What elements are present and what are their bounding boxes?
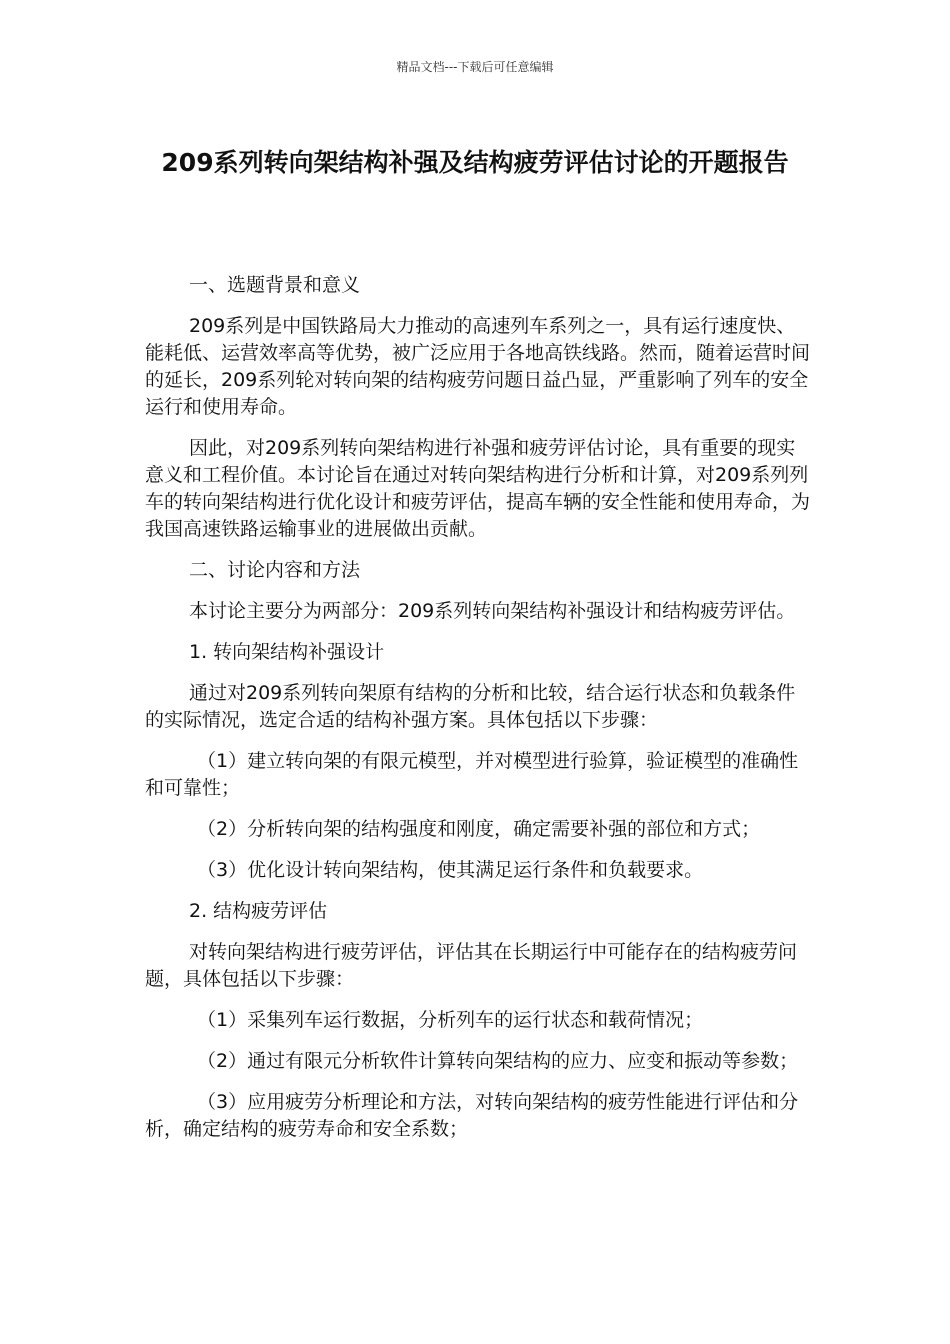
document-body [145,272,813,1157]
subsection-heading: 1. 转向架结构补强设计 [189,641,385,663]
page-header: 精品文档---下载后可任意编辑 [396,60,554,74]
paragraph: 通过对209系列转向架原有结构的分析和比较，结合运行状态和负载条件的实际情况，选定合适的结构补强方案。具体包括以下步骤： [145,682,796,731]
document-title: 209系列转向架结构补强及结构疲劳评估讨论的开题报告 [161,148,789,177]
section-heading: 二、讨论内容和方法 [189,559,361,581]
step-item: （3）优化设计转向架结构，使其满足运行条件和负载要求。 [197,859,704,881]
step-item: （1）采集列车运行数据，分析列车的运行状态和载荷情况； [197,1009,704,1031]
subsection-heading: 2. 结构疲劳评估 [189,900,328,922]
section-heading: 一、选题背景和意义 [189,274,361,296]
step-item: （2）分析转向架的结构强度和刚度，确定需要补强的部位和方式； [197,818,761,840]
step-item: （3）应用疲劳分析理论和方法，对转向架结构的疲劳性能进行评估和分析，确定结构的疲劳寿命和安全系数； [145,1091,799,1140]
paragraph: 对转向架结构进行疲劳评估，评估其在长期运行中可能存在的结构疲劳问题，具体包括以下步骤： [145,941,798,990]
step-item: （1）建立转向架的有限元模型，并对模型进行验算，验证模型的准确性和可靠性； [145,750,799,799]
paragraph: 209系列是中国铁路局大力推动的高速列车系列之一，具有运行速度快、能耗低、运营效率高等优势，被广泛应用于各地高铁线路。然而，随着运营时间的延长，209系列轮对转向架的结构疲劳问题日益凸显，严重影响了列车的安全运行和使用寿命。 [145,315,811,418]
paragraph: 因此，对209系列转向架结构进行补强和疲劳评估讨论，具有重要的现实意义和工程价值。本讨论旨在通过对转向架结构进行分析和计算，对209系列列车的转向架结构进行优化设计和疲劳评估，提高车辆的安全性能和使用寿命，为我国高速铁路运输事业的进展做出贡献。 [145,437,811,540]
step-item: （2）通过有限元分析软件计算转向架结构的应力、应变和振动等参数； [197,1050,799,1072]
paragraph: 本讨论主要分为两部分：209系列转向架结构补强设计和结构疲劳评估。 [189,600,796,622]
